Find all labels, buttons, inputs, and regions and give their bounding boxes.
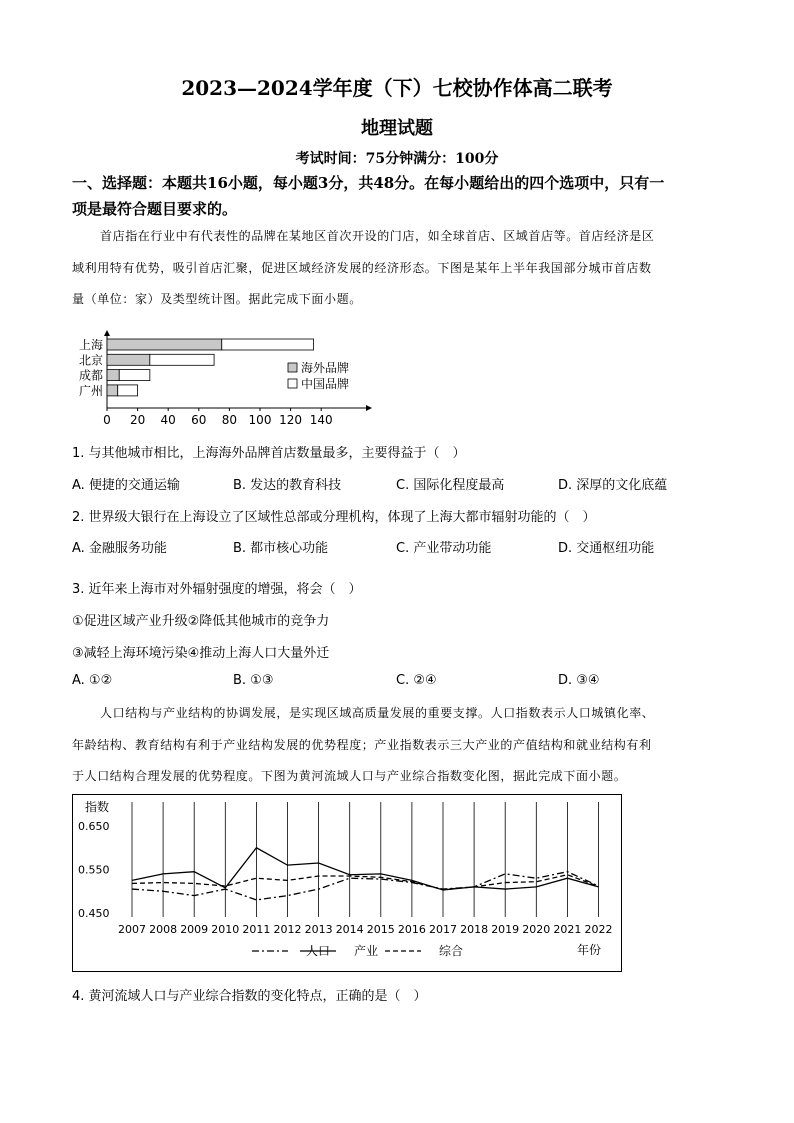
bar-x-tick-label: 120 (279, 413, 303, 427)
bar-category-label: 广州 (78, 383, 103, 398)
line-legend-label: 人口 (306, 944, 331, 958)
q1-option-d[interactable]: D. 深厚的文化底蕴 (558, 478, 668, 493)
bar-legend-label: 海外品牌 (301, 361, 350, 375)
bar-segment-domestic (150, 354, 214, 365)
line-x-tick-label: 2017 (429, 923, 457, 936)
bar-segment-domestic (118, 385, 138, 396)
exam-title: 2023—2024学年度（下）七校协作体高二联考 (181, 76, 613, 100)
q2-option-d[interactable]: D. 交通枢纽功能 (558, 541, 655, 556)
line-x-tick-label: 2022 (584, 923, 613, 936)
bar-x-tick-label: 20 (129, 413, 146, 427)
question-1-stem: 1. 与其他城市相比，上海海外品牌首店数量最多，主要得益于（ ） (72, 446, 466, 461)
line-x-tick-label: 2016 (397, 923, 426, 936)
passage2-line1: 人口结构与产业结构的协调发展，是实现区域高质量发展的重要支撑。人口指数表示人口城镇化率、 (100, 706, 655, 720)
bar-segment-overseas (107, 354, 150, 365)
bar-x-tick-label: 60 (191, 413, 207, 427)
line-y-tick-label: 0.550 (78, 863, 110, 877)
bar-x-tick-label: 80 (221, 413, 238, 427)
question-3-stem: 3. 近年来上海市对外辐射强度的增强，将会（ ） (72, 582, 362, 597)
bar-x-tick-label: 40 (160, 413, 176, 427)
bar-segment-domestic (222, 339, 314, 350)
q2-option-b[interactable]: B. 都市核心功能 (233, 541, 329, 556)
q1-option-b[interactable]: B. 发达的教育科技 (233, 478, 342, 493)
bar-category-label: 成都 (78, 368, 103, 383)
bar-legend-swatch (288, 363, 297, 372)
passage1-line2: 域利用特有优势，吸引首店汇聚，促进区域经济发展的经济形态。下图是某年上半年我国部分城市首店数 (72, 261, 652, 275)
bar-segment-domestic (119, 370, 150, 381)
yellow-river-index-line-chart (72, 794, 622, 972)
line-x-tick-label: 2012 (273, 923, 302, 936)
line-x-tick-label: 2008 (149, 923, 178, 936)
bar-segment-overseas (107, 339, 222, 350)
bar-y-axis-arrow (104, 330, 110, 336)
section-heading-line1: 一、选择题：本题共16小题，每小题3分，共48分。在每小题给出的四个选项中，只有一 (72, 174, 665, 192)
q3-option-a[interactable]: A. ①② (72, 673, 113, 688)
question-2-stem: 2. 世界级大银行在上海设立了区域性总部或分理机构，体现了上海大都市辐射功能的（ ） (72, 510, 596, 525)
question-4-stem: 4. 黄河流域人口与产业综合指数的变化特点，正确的是（ ） (72, 989, 427, 1004)
line-x-tick-label: 2010 (211, 923, 240, 936)
line-y-axis-label: 指数 (85, 800, 110, 814)
line-x-tick-label: 2015 (366, 923, 395, 936)
line-legend-label: 综合 (439, 944, 464, 958)
line-y-tick-label: 0.450 (78, 907, 110, 920)
line-x-tick-label: 2013 (304, 923, 333, 936)
bar-x-tick-label: 0 (103, 413, 111, 427)
line-x-tick-label: 2007 (118, 923, 146, 936)
q1-option-a[interactable]: A. 便捷的交通运输 (72, 478, 180, 493)
q1-option-c[interactable]: C. 国际化程度最高 (396, 478, 505, 493)
subject-title: 地理试题 (361, 118, 433, 139)
bar-category-label: 上海 (78, 338, 103, 352)
chart-frame (73, 795, 622, 972)
line-x-tick-label: 2014 (335, 923, 364, 936)
question-3-statement-line1: ①促进区域产业升级②降低其他城市的竞争力 (72, 614, 330, 629)
q2-option-a[interactable]: A. 金融服务功能 (72, 541, 167, 556)
bar-legend-swatch (288, 379, 297, 388)
q2-option-c[interactable]: C. 产业带动功能 (396, 541, 492, 556)
line-legend-label: 产业 (354, 944, 379, 958)
bar-segment-overseas (107, 370, 119, 381)
bar-x-tick-label: 140 (309, 413, 333, 427)
bar-x-tick-label: 100 (248, 413, 272, 427)
bar-legend-label: 中国品牌 (301, 377, 350, 391)
passage1-line1: 首店指在行业中有代表性的品牌在某地区首次开设的门店，如全球首店、区域首店等。首店经济是区 (100, 229, 655, 243)
line-x-tick-label: 2011 (242, 923, 271, 936)
bar-category-label: 北京 (78, 353, 103, 368)
passage1-line3: 量（单位：家）及类型统计图。据此完成下面小题。 (72, 292, 362, 306)
line-x-tick-label: 2018 (460, 923, 489, 936)
q3-option-d[interactable]: D. ③④ (558, 673, 600, 688)
line-x-tick-label: 2019 (491, 923, 520, 936)
line-x-tick-label: 2020 (522, 923, 551, 936)
line-x-tick-label: 2021 (553, 923, 582, 936)
passage2-line2: 年龄结构、教育结构有利于产业结构发展的优势程度；产业指数表示三大产业的产值结构和就业结构有利 (72, 738, 652, 752)
exam-time-info: 考试时间：75分钟满分：100分 (295, 151, 499, 167)
first-store-bar-chart (72, 330, 382, 430)
line-x-axis-label: 年份 (577, 943, 602, 957)
q3-option-c[interactable]: C. ②④ (396, 673, 437, 688)
section-heading-line2: 项是最符合题目要求的。 (72, 200, 238, 218)
line-y-tick-label: 0.650 (78, 820, 110, 833)
passage2-line3: 于人口结构合理发展的优势程度。下图为黄河流域人口与产业综合指数变化图，据此完成下面小题。 (72, 769, 627, 783)
bar-x-axis-arrow (366, 405, 372, 411)
line-x-tick-label: 2009 (180, 923, 209, 936)
q3-option-b[interactable]: B. ①③ (233, 673, 274, 688)
question-3-statement-line2: ③减轻上海环境污染④推动上海人口大量外迁 (72, 646, 330, 661)
bar-segment-overseas (107, 385, 118, 396)
